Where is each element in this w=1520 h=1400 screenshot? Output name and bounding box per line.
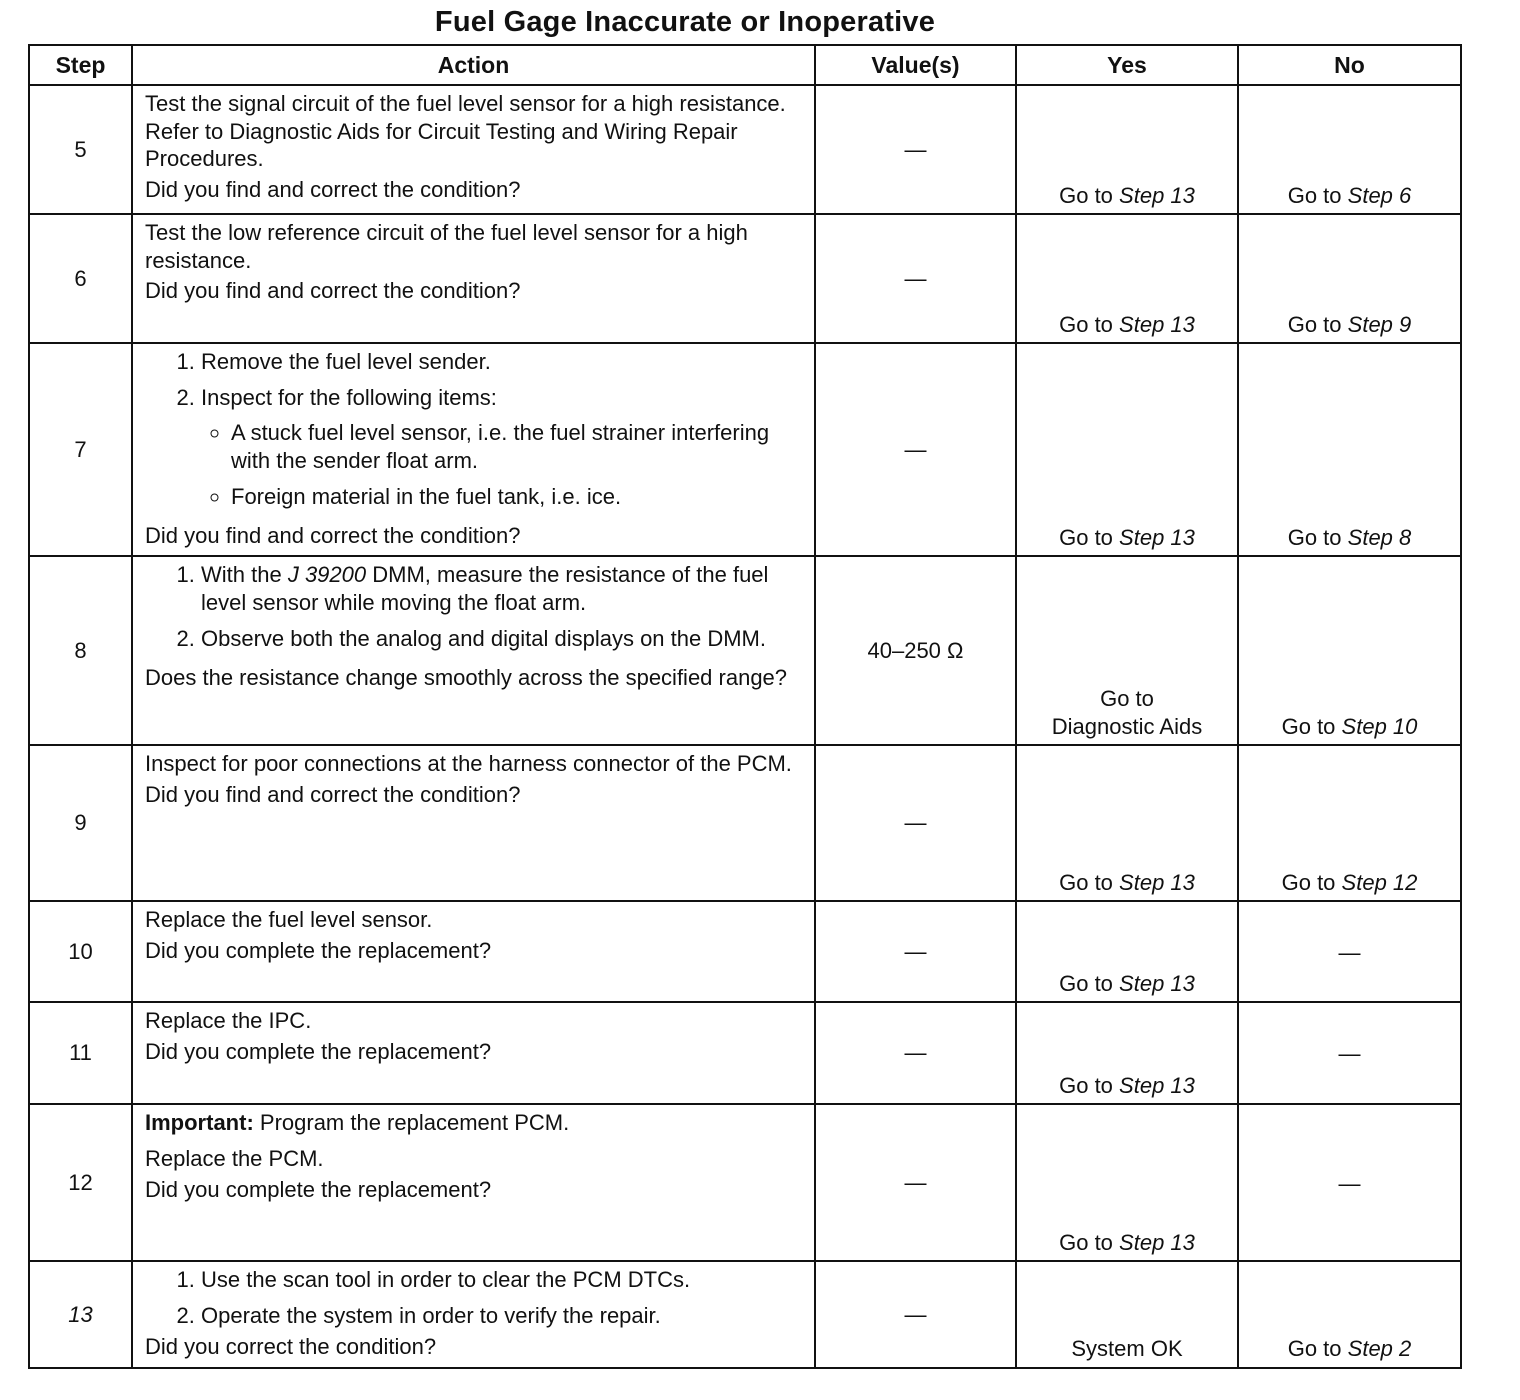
- yes-prefix: Go to: [1059, 524, 1113, 550]
- yes-cell: [1016, 343, 1238, 556]
- header-action: Action: [132, 45, 815, 85]
- action-cell: [132, 343, 815, 556]
- no-prefix: Go to: [1287, 311, 1342, 337]
- action-question: Did you complete the replacement?: [145, 1039, 492, 1065]
- important-text: Program the replacement PCM.: [259, 1110, 570, 1136]
- tool-reference: J 39200: [287, 562, 367, 588]
- bullet-item: ◦ A stuck fuel level sensor, i.e. the fuel strainer interfering with the sender float arm.: [231, 419, 804, 474]
- step-number: 9: [29, 745, 132, 901]
- yes-step-ref: Step 13: [1119, 1072, 1195, 1098]
- header-values: Value(s): [815, 45, 1016, 85]
- step-number: 10: [29, 901, 132, 1002]
- list-item-text: Remove the fuel level sender.: [201, 349, 491, 374]
- yes-step-ref: Step 13: [1119, 524, 1195, 550]
- yes-cell: [1016, 214, 1238, 343]
- action-text: Replace the PCM.: [145, 1146, 324, 1172]
- table-row: [29, 1002, 1461, 1104]
- value-cell: —: [815, 214, 1016, 343]
- list-item: [201, 1266, 804, 1294]
- table-row: [29, 556, 1461, 745]
- page-title: Fuel Gage Inaccurate or Inoperative: [434, 6, 936, 38]
- yes-prefix: Go to: [1059, 970, 1113, 996]
- important-label: Important:: [145, 1110, 254, 1136]
- action-text: Inspect for poor connections at the harness connector of the PCM.: [145, 751, 792, 777]
- action-cell: [132, 1104, 815, 1261]
- value-cell: —: [815, 1104, 1016, 1261]
- table-row: [29, 745, 1461, 901]
- table-row: [29, 1104, 1461, 1261]
- value-cell: —: [815, 85, 1016, 214]
- no-prefix: Go to: [1287, 524, 1342, 550]
- yes-cell: System OK: [1016, 1261, 1238, 1367]
- yes-step-ref: Step 13: [1119, 1229, 1195, 1255]
- list-item-text: Observe both the analog and digital displays on the DMM.: [201, 625, 766, 651]
- yes-cell: [1016, 1104, 1238, 1261]
- no-cell: [1238, 1261, 1461, 1367]
- no-step-ref: Step 10: [1341, 713, 1418, 739]
- no-cell: —: [1238, 901, 1461, 1002]
- yes-step-ref: Step 13: [1119, 182, 1195, 208]
- table-row: [29, 214, 1461, 343]
- no-step-ref: Step 2: [1347, 1336, 1412, 1362]
- action-question: Did you find and correct the condition?: [145, 522, 521, 548]
- yes-cell: [1016, 745, 1238, 901]
- step-number: 6: [29, 214, 132, 343]
- no-prefix: Go to: [1287, 182, 1342, 208]
- no-prefix: Go to: [1281, 869, 1336, 895]
- yes-cell: [1016, 556, 1238, 745]
- bullet-list: [201, 419, 804, 510]
- action-question: Did you correct the condition?: [145, 1333, 437, 1359]
- table-row: [29, 901, 1461, 1002]
- yes-prefix: Go to: [1059, 869, 1113, 895]
- list-item: [201, 384, 804, 511]
- action-list: [145, 1266, 804, 1329]
- yes-cell: [1016, 1002, 1238, 1104]
- no-cell: [1238, 343, 1461, 556]
- step-number: 13: [29, 1261, 132, 1367]
- list-item-text: DMM, measure the resistance of the fuel level sensor while moving the float arm.: [201, 562, 769, 616]
- action-text: Replace the fuel level sensor.: [145, 907, 433, 933]
- list-item: [201, 561, 804, 616]
- yes-step-ref: Step 13: [1119, 311, 1195, 337]
- action-question: Did you find and correct the condition?: [145, 278, 521, 304]
- no-step-ref: Step 6: [1347, 182, 1412, 208]
- action-cell: [132, 85, 815, 214]
- value-cell: 40–250 Ω: [815, 556, 1016, 745]
- step-number: 12: [29, 1104, 132, 1261]
- table-row: [29, 85, 1461, 214]
- no-cell: [1238, 214, 1461, 343]
- yes-prefix: Go to: [1059, 1229, 1113, 1255]
- action-text: Test the low reference circuit of the fuel level sensor for a high resistance.: [145, 220, 748, 273]
- yes-line: Go to: [1100, 686, 1154, 712]
- no-cell: [1238, 745, 1461, 901]
- value-cell: —: [815, 745, 1016, 901]
- header-step: Step: [29, 45, 132, 85]
- step-number: 5: [29, 85, 132, 214]
- list-item-text: Use the scan tool in order to clear the PCM DTCs.: [201, 1267, 691, 1293]
- bullet-item: ◦ Foreign material in the fuel tank, i.e. ice.: [231, 483, 804, 511]
- important-note: [145, 1109, 804, 1137]
- action-cell: [132, 214, 815, 343]
- action-question: Did you complete the replacement?: [145, 1176, 492, 1202]
- no-cell: —: [1238, 1104, 1461, 1261]
- yes-step-ref: Step 13: [1119, 869, 1195, 895]
- list-item-text: Operate the system in order to verify the repair.: [201, 1303, 661, 1329]
- no-cell: [1238, 85, 1461, 214]
- no-step-ref: Step 9: [1347, 311, 1412, 337]
- action-question: Did you find and correct the condition?: [145, 782, 521, 808]
- action-text: Test the signal circuit of the fuel level sensor for a high resistance. Refer to Diagnostic Aids for Circuit Testing and Wiring Repair Procedures.: [145, 91, 786, 172]
- action-cell: [132, 745, 815, 901]
- action-cell: [132, 1261, 815, 1367]
- diagnostic-table: [28, 44, 1462, 1369]
- value-cell: —: [815, 1002, 1016, 1104]
- no-prefix: Go to: [1281, 713, 1336, 739]
- action-list: [145, 561, 804, 660]
- list-item-text: Inspect for the following items:: [201, 384, 497, 410]
- value-cell: —: [815, 1261, 1016, 1367]
- step-number: 8: [29, 556, 132, 745]
- action-cell: [132, 901, 815, 1002]
- yes-cell: [1016, 901, 1238, 1002]
- no-step-ref: Step 8: [1347, 524, 1412, 550]
- action-cell: [132, 1002, 815, 1104]
- yes-cell: [1016, 85, 1238, 214]
- header-yes: Yes: [1016, 45, 1238, 85]
- step-number: 11: [29, 1002, 132, 1104]
- action-question: Did you find and correct the condition?: [145, 177, 521, 203]
- value-cell: —: [815, 901, 1016, 1002]
- action-question: Does the resistance change smoothly across the specified range?: [145, 664, 788, 690]
- no-cell: —: [1238, 1002, 1461, 1104]
- value-cell: —: [815, 343, 1016, 556]
- no-step-ref: Step 12: [1341, 869, 1418, 895]
- action-text: Replace the IPC.: [145, 1008, 312, 1034]
- table-row: [29, 343, 1461, 556]
- no-prefix: Go to: [1287, 1336, 1342, 1362]
- header-row: [29, 45, 1461, 85]
- yes-prefix: Go to: [1059, 311, 1113, 337]
- yes-step-ref: Step 13: [1119, 970, 1195, 996]
- list-item-text: With the: [201, 562, 282, 588]
- action-question: Did you complete the replacement?: [145, 938, 492, 964]
- action-cell: [132, 556, 815, 745]
- yes-prefix: Go to: [1059, 1072, 1113, 1098]
- list-item: [201, 348, 804, 376]
- header-no: No: [1238, 45, 1461, 85]
- action-list: [145, 348, 804, 519]
- step-number: 7: [29, 343, 132, 556]
- list-item: [201, 625, 804, 653]
- table-row: [29, 1261, 1461, 1367]
- no-cell: [1238, 556, 1461, 745]
- yes-line: Diagnostic Aids: [1051, 713, 1203, 739]
- list-item: [201, 1302, 804, 1330]
- yes-prefix: Go to: [1059, 182, 1113, 208]
